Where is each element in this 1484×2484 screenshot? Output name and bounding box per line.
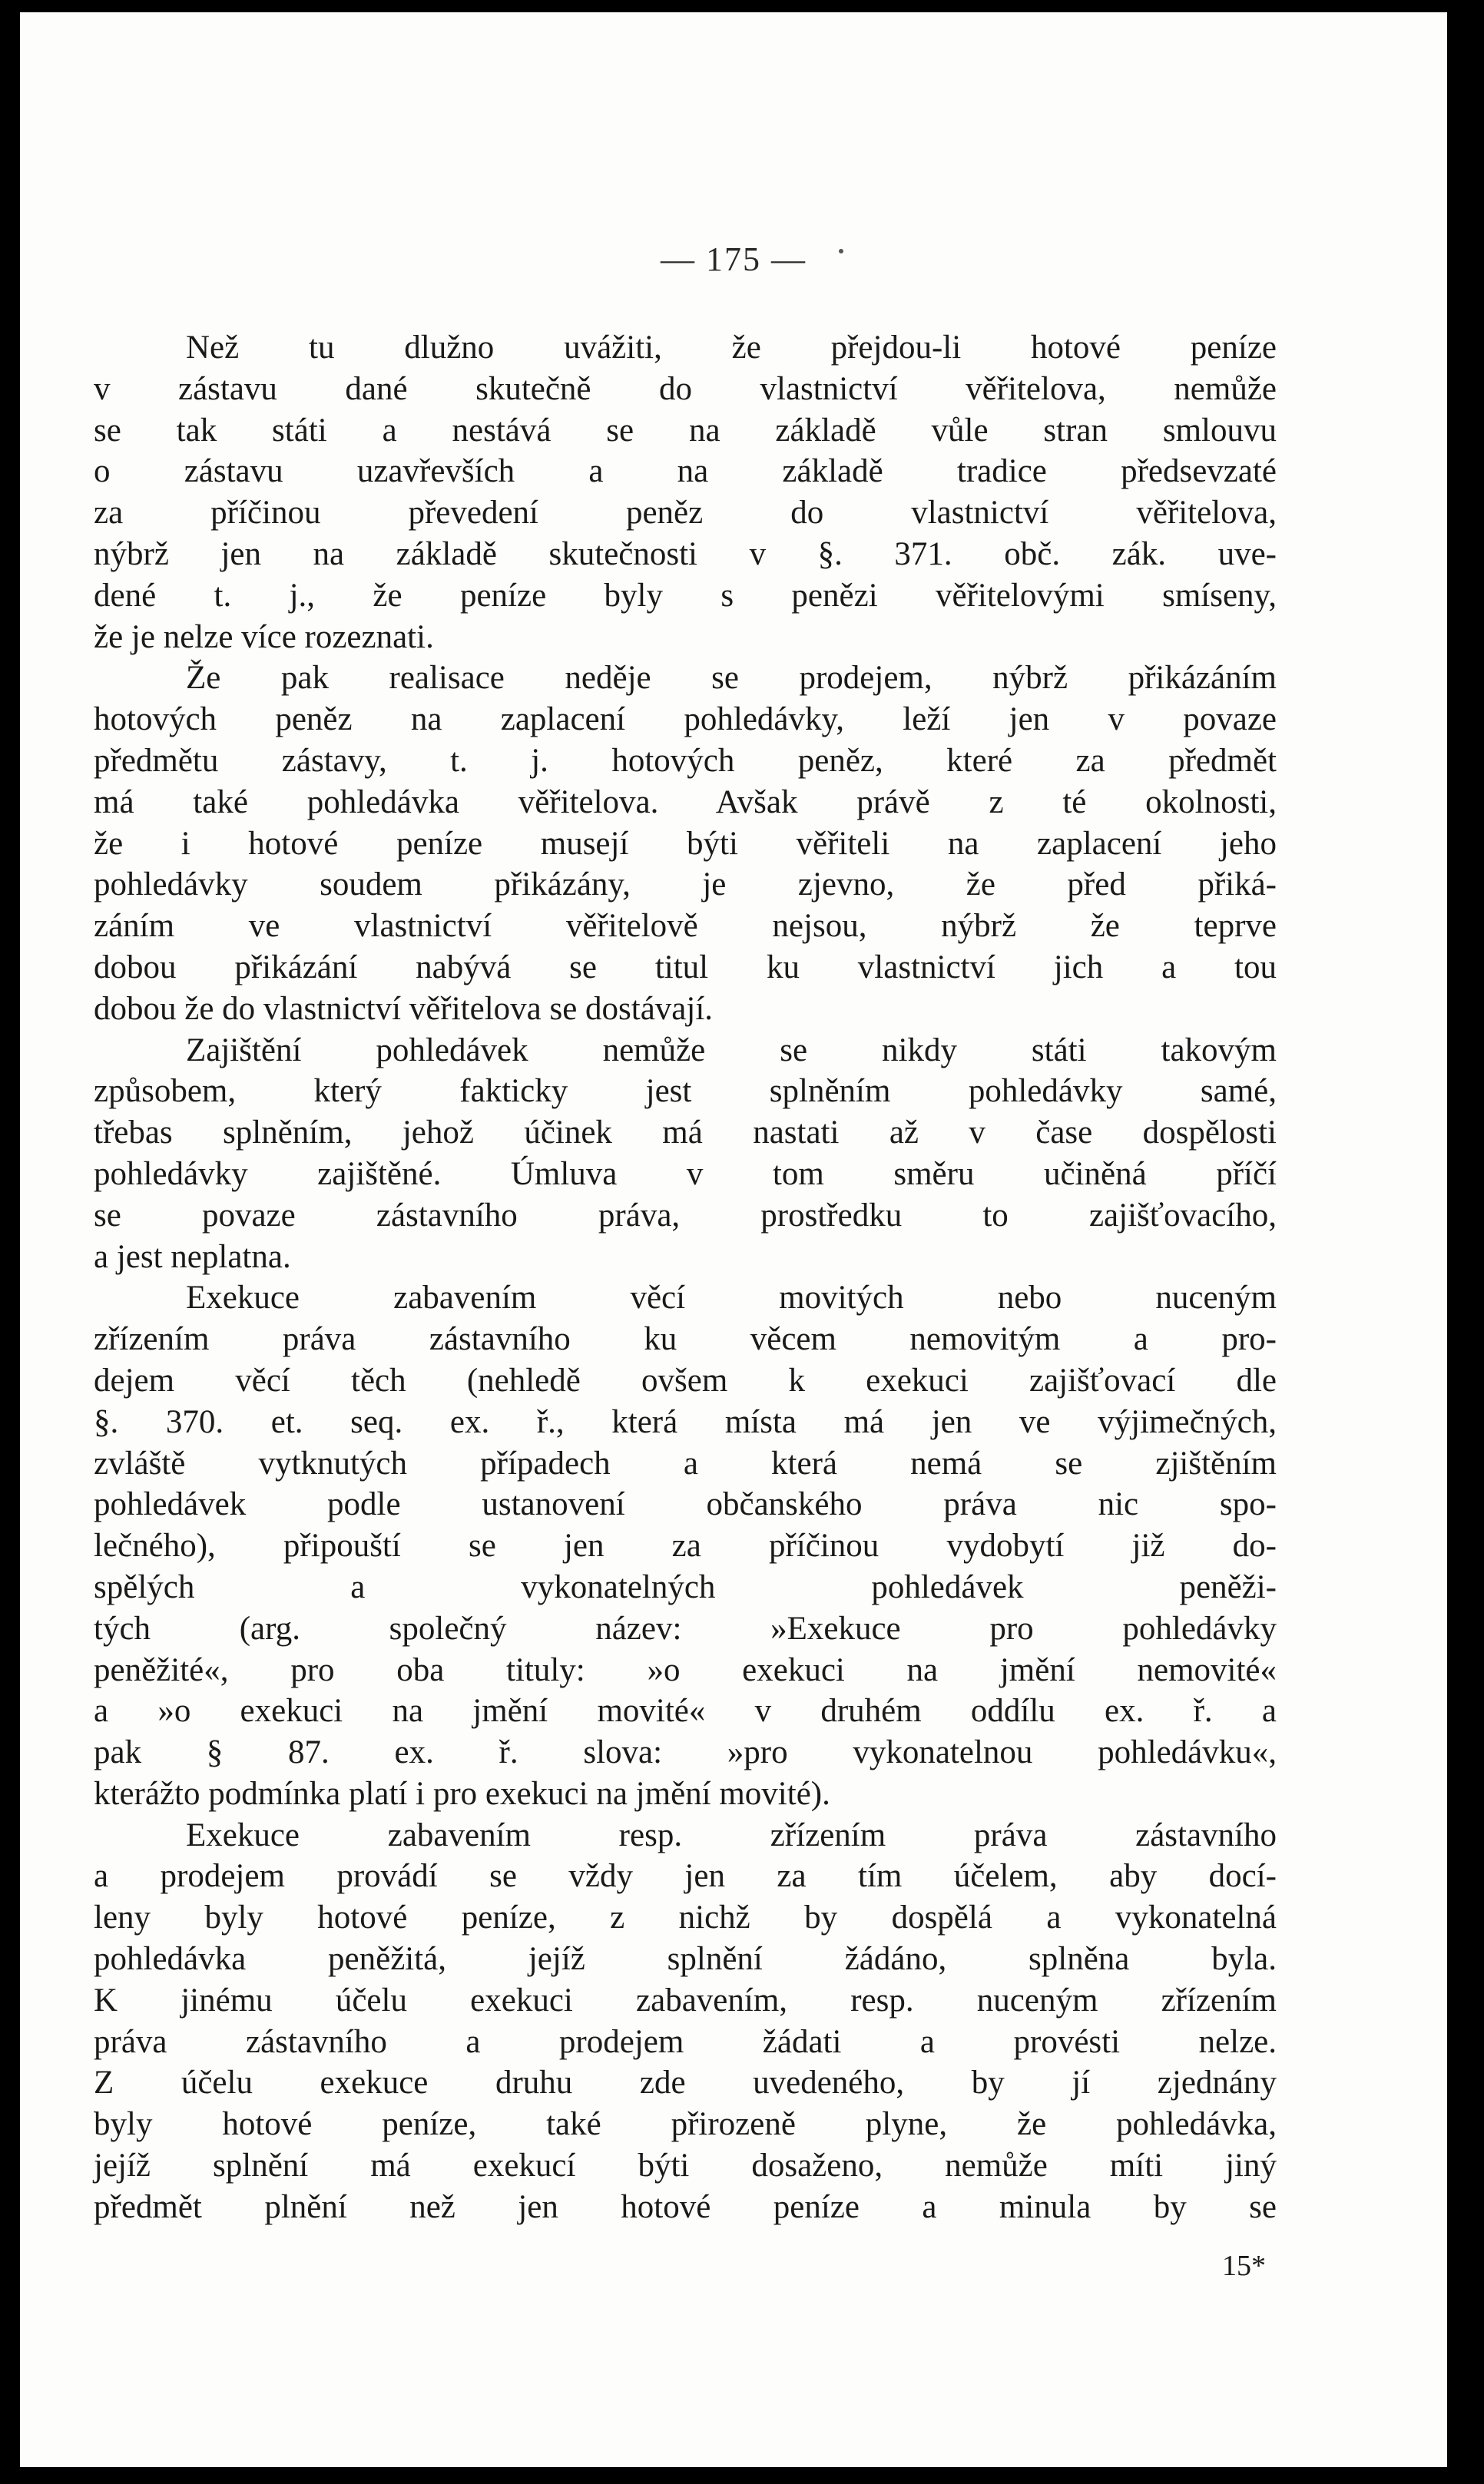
text-line: Než tu dlužno uvážiti, že přejdou-li hotové peníze: [186, 330, 1277, 366]
text-line: Zajištění pohledávek nemůže se nikdy státi takovým: [186, 1032, 1277, 1068]
book-page: [20, 12, 1447, 2467]
body-text: [94, 327, 1277, 2228]
text-line: způsobem, který fakticky jest splněním pohledávky samé,: [94, 1073, 1277, 1110]
text-line: §. 370. et. seq. ex. ř., která místa má jen ve výjimečných,: [94, 1403, 1277, 1440]
text-line: se tak státi a nestává se na základě vůle stran smlouvu: [94, 412, 1277, 449]
text-line: pohledávky zajištěné. Úmluva v tom směru učiněná příčí: [94, 1155, 1277, 1192]
text-line: jejíž splnění má exekucí býti dosaženo, nemůže míti jiný: [94, 2148, 1277, 2184]
text-line: zvláště vytknutých případech a která nemá se zjištěním: [94, 1445, 1277, 1482]
text-line: tých (arg. společný název: »Exekuce pro pohledávky: [94, 1610, 1277, 1647]
text-line: že je nelze více rozeznati.: [94, 618, 434, 655]
signature-mark: 15*: [1222, 2250, 1266, 2282]
text-line: a prodejem provádí se vždy jen za tím účelem, aby docí-: [94, 1858, 1277, 1895]
text-line: se povaze zástavního práva, prostředku to zajišťovacího,: [94, 1197, 1277, 1234]
text-line: dejem věcí těch (nehledě ovšem k exekuci zajišťovací dle: [94, 1362, 1277, 1399]
text-line: třebas splněním, jehož účinek má nastati až v čase dospělosti: [94, 1114, 1277, 1151]
ink-fleck: [839, 249, 843, 253]
text-line: pohledávek podle ustanovení občanského práva nic spo-: [94, 1486, 1277, 1523]
text-line: a jest neplatna.: [94, 1238, 291, 1275]
text-line: Exekuce zabavením resp. zřízením práva zástavního: [186, 1817, 1277, 1853]
text-line: pak § 87. ex. ř. slova: »pro vykonatelnou pohledávku«,: [94, 1734, 1277, 1771]
text-line: kterážto podmínka platí i pro exekuci na jmění movité).: [94, 1775, 830, 1812]
text-line: Z účelu exekuce druhu zde uvedeného, by jí zjednány: [94, 2065, 1277, 2101]
page-number: — 175 —: [661, 240, 807, 278]
text-line: záním ve vlastnictví věřitelově nejsou, nýbrž že teprve: [94, 908, 1277, 945]
text-line: peněžité«, pro oba tituly: »o exekuci na jmění nemovité«: [94, 1651, 1277, 1688]
text-line: Že pak realisace neděje se prodejem, nýbrž přikázáním: [186, 660, 1277, 697]
text-line: pohledávka peněžitá, jejíž splnění žádáno, splněna byla.: [94, 1941, 1277, 1978]
text-line: K jinému účelu exekuci zabavením, resp. nuceným zřízením: [94, 1982, 1277, 2019]
text-line: práva zástavního a prodejem žádati a provésti nelze.: [94, 2023, 1277, 2060]
text-line: za příčinou převedení peněz do vlastnictví věřitelova,: [94, 495, 1277, 532]
text-line: zřízením práva zástavního ku věcem nemovitým a pro-: [94, 1321, 1277, 1358]
text-line: dené t. j., že peníze byly s penězi věřitelovými smíseny,: [94, 577, 1277, 614]
text-line: lečného), připouští se jen za příčinou vydobytí již do-: [94, 1528, 1277, 1565]
text-line: spělých a vykonatelných pohledávek peněži-: [94, 1568, 1277, 1605]
text-line: o zástavu uzavřevších a na základě tradice předsevzaté: [94, 453, 1277, 490]
text-line: nýbrž jen na základě skutečnosti v §. 371. obč. zák. uve-: [94, 535, 1277, 572]
text-line: hotových peněz na zaplacení pohledávky, leží jen v povaze: [94, 701, 1277, 738]
text-line: a »o exekuci na jmění movité« v druhém oddílu ex. ř. a: [94, 1693, 1277, 1730]
text-line: předmětu zástavy, t. j. hotových peněz, které za předmět: [94, 742, 1277, 779]
text-line: leny byly hotové peníze, z nichž by dospělá a vykonatelná: [94, 1899, 1277, 1936]
text-line: že i hotové peníze musejí býti věřiteli na zaplacení jeho: [94, 825, 1277, 862]
text-line: má také pohledávka věřitelova. Avšak právě z té okolnosti,: [94, 783, 1277, 820]
text-line: dobou přikázání nabývá se titul ku vlastnictví jich a tou: [94, 949, 1277, 985]
text-line: Exekuce zabavením věcí movitých nebo nuceným: [186, 1280, 1277, 1317]
text-line: dobou že do vlastnictví věřitelova se dostávají.: [94, 990, 714, 1027]
text-line: předmět plnění než jen hotové peníze a minula by se: [94, 2188, 1277, 2225]
text-line: pohledávky soudem přikázány, je zjevno, že před přiká-: [94, 866, 1277, 903]
text-line: v zástavu dané skutečně do vlastnictví věřitelova, nemůže: [94, 370, 1277, 407]
text-line: byly hotové peníze, také přirozeně plyne, že pohledávka,: [94, 2106, 1277, 2143]
